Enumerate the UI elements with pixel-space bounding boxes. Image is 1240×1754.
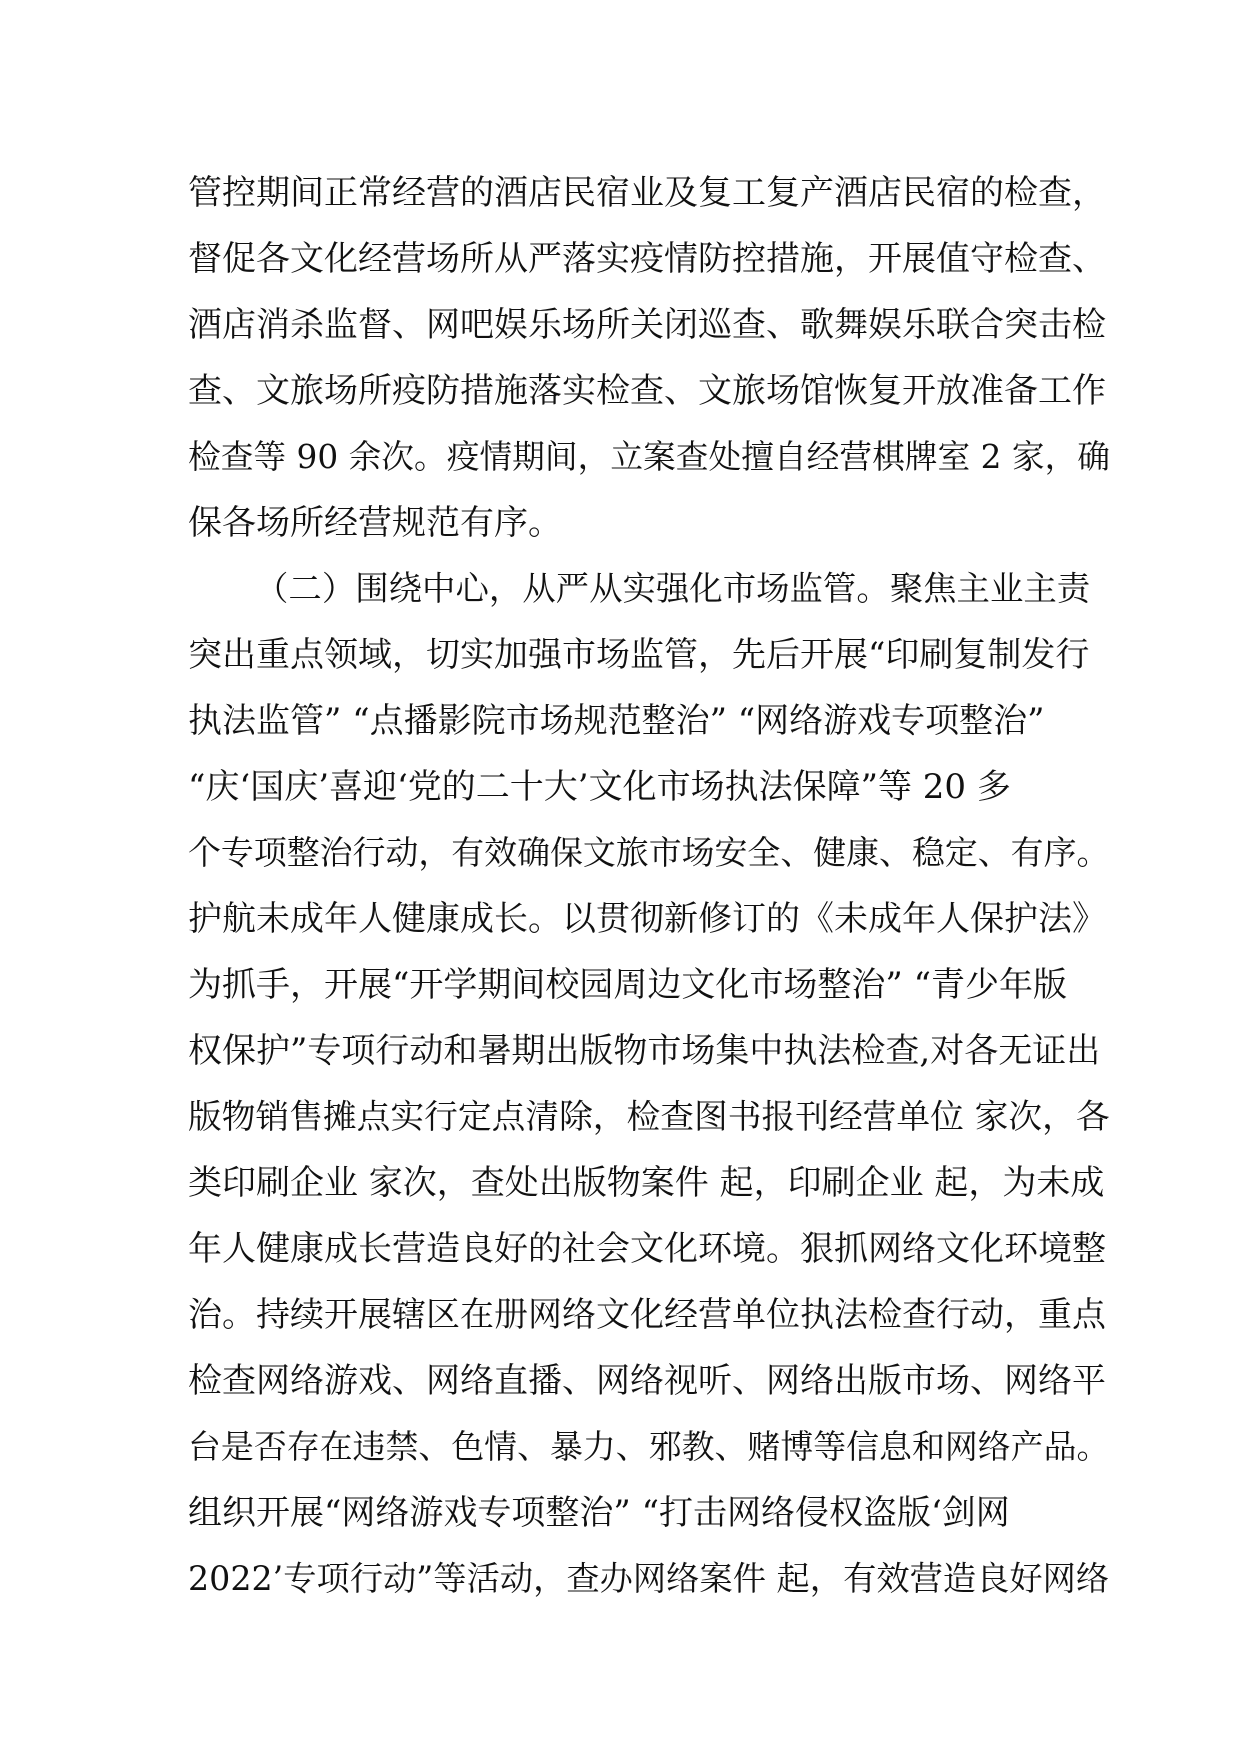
text-line: 类印刷企业 家次，查处出版物案件 起，印刷企业 起，为未成 <box>188 1163 1105 1203</box>
text-line: 个专项整治行动，有效确保文旅市场安全、健康、稳定、有序。 <box>188 833 1110 872</box>
text-line: 保各场所经营规范有序。 <box>188 503 562 543</box>
text-line: 版物销售摊点实行定点清除，检查图书报刊经营单位 家次，各 <box>188 1097 1110 1136</box>
text-line: 年人健康成长营造良好的社会文化环境。狠抓网络文化环境整 <box>188 1229 1106 1269</box>
text-line: “庆‘国庆’喜迎‘党的二十大’文化市场执法保障”等 20 多 <box>188 767 1011 807</box>
text-line: 治。持续开展辖区在册网络文化经营单位执法检查行动，重点 <box>188 1295 1106 1335</box>
text-line: 为抓手，开展“开学期间校园周边文化市场整治” “青少年版 <box>188 965 1067 1005</box>
text-line: 管控期间正常经营的酒店民宿业及复工复产酒店民宿的检查， <box>188 173 1106 213</box>
section-heading-line: （二）围绕中心，从严从实强化市场监管。聚焦主业主责 <box>255 569 1091 608</box>
text-line: 台是否存在违禁、色情、暴力、邪教、赌博等信息和网络产品。 <box>188 1427 1110 1466</box>
text-line: 突出重点领域，切实加强市场监管，先后开展“印刷复制发行 <box>188 635 1090 675</box>
text-line: 酒店消杀监督、网吧娱乐场所关闭巡查、歌舞娱乐联合突击检 <box>188 305 1106 345</box>
text-line: 查、文旅场所疫防措施落实检查、文旅场馆恢复开放准备工作 <box>188 371 1106 411</box>
text-line: 权保护”专项行动和暑期出版物市场集中执法检查,对各无证出 <box>188 1031 1101 1071</box>
text-line: 检查网络游戏、网络直播、网络视听、网络出版市场、网络平 <box>188 1361 1106 1401</box>
text-line: 护航未成年人健康成长。以贯彻新修订的《未成年人保护法》 <box>188 899 1106 939</box>
text-line: 2022’专项行动”等活动，查办网络案件 起，有效营造良好网络 <box>188 1559 1110 1598</box>
text-line: 检查等 90 余次。疫情期间，立案查处擅自经营棋牌室 2 家，确 <box>188 438 1111 476</box>
text-line: 督促各文化经营场所从严落实疫情防控措施，开展值守检查、 <box>188 239 1106 279</box>
text-line: 执法监管” “点播影院市场规范整治” “网络游戏专项整治” <box>188 701 1045 741</box>
text-line: 组织开展“网络游戏专项整治” “打击网络侵权盗版‘剑网 <box>188 1493 1010 1533</box>
